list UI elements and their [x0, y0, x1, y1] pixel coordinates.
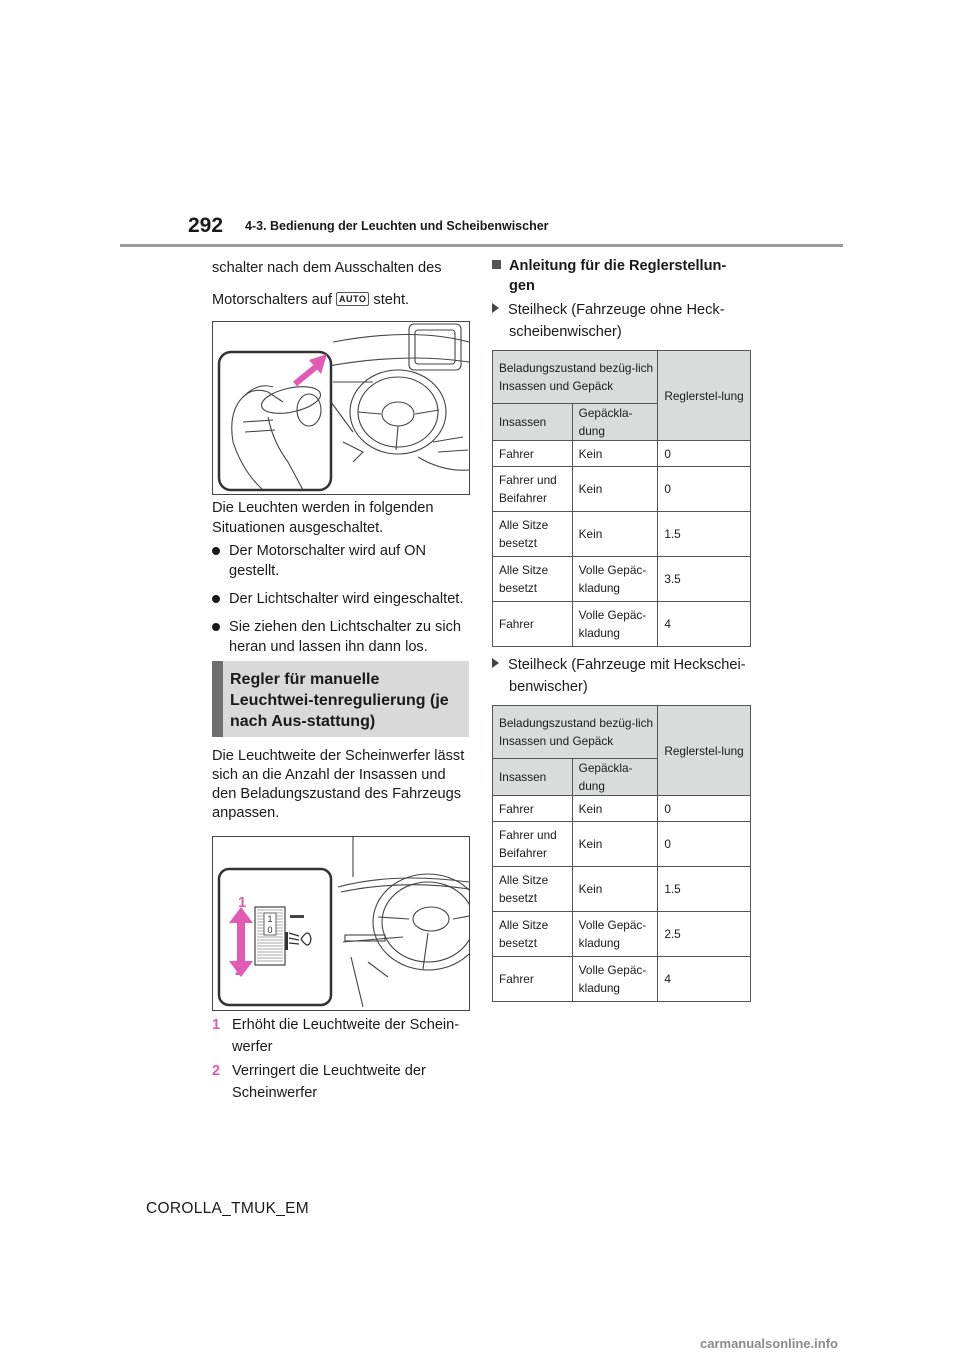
cell-dial: 4: [658, 602, 751, 647]
intro-line-2-end: steht.: [373, 292, 410, 308]
dial-mark-top: 1: [267, 914, 273, 924]
table-row: [493, 912, 751, 957]
vehicle-variant-2: [492, 654, 754, 698]
variant-2-line1: Steilheck (Fahrzeuge mit Heckschei-: [508, 657, 746, 673]
header-occupants: Insassen: [493, 759, 573, 796]
caption-text-line1: Verringert die Leuchtweite der: [232, 1063, 426, 1079]
cell-luggage: Volle Gepäc-kladung: [572, 557, 658, 602]
table-row: [493, 441, 751, 467]
header-dial: Reglerstel-lung: [658, 351, 751, 441]
heading-accent-bar: [212, 661, 223, 737]
lights-off-paragraph: Die Leuchten werden in folgenden Situationen ausgeschaltet.: [212, 500, 434, 536]
list-item-text: Der Motorschalter wird auf ON gestellt.: [229, 543, 427, 579]
bullet-icon: [212, 547, 220, 555]
dial-table-no-rear-wiper: [492, 350, 751, 647]
triangle-bullet-icon: [492, 303, 499, 313]
figure-label-2: 2: [235, 962, 244, 979]
list-item-text: Sie ziehen den Lichtschalter zu sich heran und lassen ihn dann los.: [229, 619, 462, 655]
intro-line-2: [212, 289, 472, 311]
cell-luggage: Volle Gepäc-kladung: [572, 957, 658, 1002]
table-row: [493, 796, 751, 822]
table-row: [493, 602, 751, 647]
page-number: 292: [188, 214, 224, 237]
cell-occupants: Fahrer: [493, 796, 573, 822]
cell-occupants: Alle Sitze besetzt: [493, 512, 573, 557]
dial-guide-heading: [492, 256, 752, 296]
vehicle-variant-1: [492, 299, 754, 343]
cell-dial: 0: [658, 441, 751, 467]
watermark: carmanualsonline.info: [700, 1336, 838, 1351]
section-heading-box: [212, 661, 469, 737]
table-header-row: [493, 706, 751, 759]
cell-dial: 0: [658, 796, 751, 822]
model-code: COROLLA_TMUK_EM: [146, 1200, 309, 1217]
cell-occupants: Alle Sitze besetzt: [493, 867, 573, 912]
cell-luggage: Volle Gepäc-kladung: [572, 602, 658, 647]
cell-occupants: Fahrer: [493, 602, 573, 647]
table-row: [493, 512, 751, 557]
caption-number: 2: [212, 1063, 221, 1079]
header-load: Beladungszustand bezüg-lich Insassen und Gepäck: [493, 706, 658, 759]
header-occupants: Insassen: [493, 404, 573, 441]
cell-occupants: Fahrer und Beifahrer: [493, 822, 573, 867]
dial-guide-heading-line2: gen: [509, 278, 535, 294]
figure-label-1: 1: [238, 894, 247, 911]
caption-text-line2: Scheinwerfer: [232, 1085, 318, 1101]
light-switch-drawing: [213, 322, 469, 494]
table-row: [493, 867, 751, 912]
auto-mode-badge: AUTO: [336, 292, 369, 306]
cell-occupants: Fahrer: [493, 957, 573, 1002]
cell-luggage: Kein: [572, 512, 658, 557]
variant-2-line2: benwischer): [509, 679, 588, 695]
intro-paragraph: [212, 257, 472, 321]
bullet-icon: [212, 623, 220, 631]
list-item-text: Der Lichtschalter wird eingeschaltet.: [229, 591, 464, 607]
cell-dial: 1.5: [658, 512, 751, 557]
cell-luggage: Kein: [572, 822, 658, 867]
cell-luggage: Kein: [572, 467, 658, 512]
section-heading: Regler für manuelle Leuchtwei-tenregulierung (je nach Aus-stattung): [230, 671, 449, 730]
table-row: [493, 467, 751, 512]
variant-1-line2: scheibenwischer): [509, 324, 622, 340]
cell-occupants: Fahrer und Beifahrer: [493, 467, 573, 512]
cell-luggage: Kein: [572, 796, 658, 822]
cell-dial: 1.5: [658, 867, 751, 912]
caption-text-line2: werfer: [232, 1039, 273, 1055]
intro-line-1: schalter nach dem Ausschalten des: [212, 260, 442, 276]
dial-mark-bottom: 0: [267, 925, 273, 935]
variant-1-line1: Steilheck (Fahrzeuge ohne Heck-: [508, 302, 725, 318]
leveling-description: Die Leuchtweite der Scheinwerfer lässt sich an die Anzahl der Insassen und den Beladungszustand des Fahrzeugs anpassen.: [212, 748, 465, 821]
header-luggage: Gepäckla-dung: [572, 404, 658, 441]
dial-guide-heading-line1: Anleitung für die Reglerstellun-: [509, 258, 727, 274]
cell-occupants: Alle Sitze besetzt: [493, 557, 573, 602]
cell-luggage: Kein: [572, 441, 658, 467]
lights-off-conditions: [212, 541, 474, 665]
list-item: [212, 589, 474, 609]
light-switch-illustration: [212, 321, 470, 495]
cell-occupants: Fahrer: [493, 441, 573, 467]
table-row: [493, 957, 751, 1002]
square-bullet-icon: [492, 260, 501, 269]
table-row: [493, 557, 751, 602]
bullet-icon: [212, 595, 220, 603]
dial-table-with-rear-wiper: [492, 705, 751, 1002]
header-divider: [120, 244, 843, 247]
intro-line-2-start: Motorschalters auf: [212, 292, 333, 308]
list-item: [212, 617, 474, 657]
cell-dial: 4: [658, 957, 751, 1002]
cell-dial: 0: [658, 467, 751, 512]
cell-occupants: Alle Sitze besetzt: [493, 912, 573, 957]
caption-item: [212, 1060, 462, 1104]
cell-dial: 3.5: [658, 557, 751, 602]
cell-dial: 0: [658, 822, 751, 867]
section-title: 4-3. Bedienung der Leuchten und Scheibenwischer: [245, 219, 549, 233]
caption-item: [212, 1014, 462, 1058]
caption-number: 1: [212, 1017, 221, 1033]
header-dial: Reglerstel-lung: [658, 706, 751, 796]
leveling-dial-drawing: [213, 837, 469, 1010]
table-header-row: [493, 351, 751, 404]
triangle-bullet-icon: [492, 658, 499, 668]
leveling-dial-illustration: [212, 836, 470, 1011]
list-item: [212, 541, 474, 581]
cell-luggage: Kein: [572, 867, 658, 912]
cell-dial: 2.5: [658, 912, 751, 957]
header-luggage: Gepäckla-dung: [572, 759, 658, 796]
caption-text-line1: Erhöht die Leuchtweite der Schein-: [232, 1017, 460, 1033]
table-row: [493, 822, 751, 867]
header-load: Beladungszustand bezüg-lich Insassen und Gepäck: [493, 351, 658, 404]
cell-luggage: Volle Gepäc-kladung: [572, 912, 658, 957]
